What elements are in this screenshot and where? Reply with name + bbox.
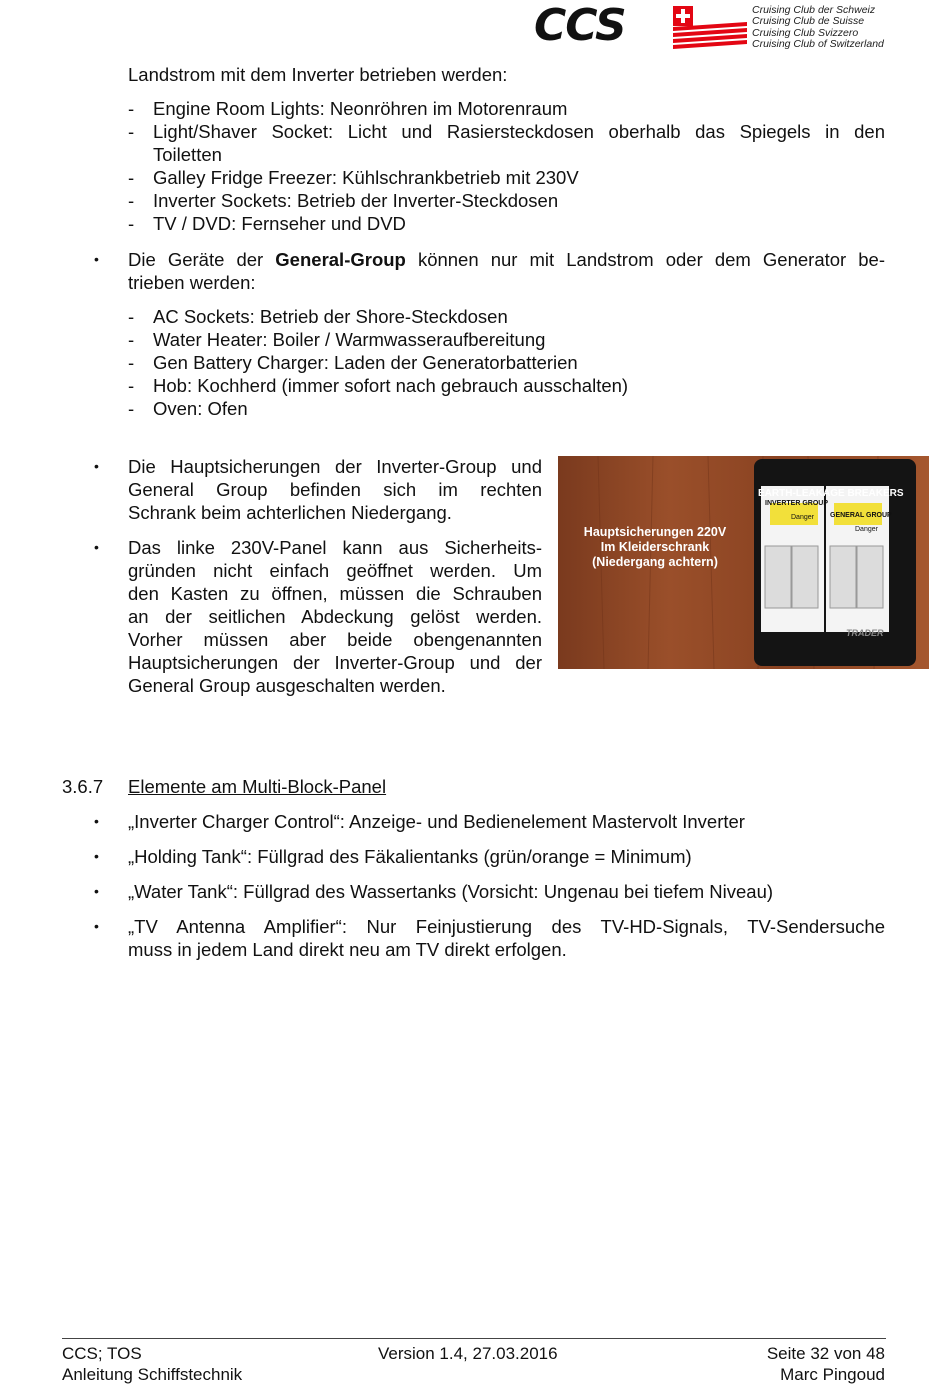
footer-left-2: Anleitung Schiffstechnik xyxy=(62,1365,243,1384)
breaker-panel-photo xyxy=(558,456,929,669)
bullet-marker: • xyxy=(94,539,99,555)
bullet-marker: • xyxy=(94,883,99,899)
footer-version: Version 1.4, 27.03.2016 xyxy=(378,1344,558,1363)
list-item: TV / DVD: Fernseher und DVD xyxy=(153,213,406,234)
footer-divider xyxy=(62,1338,886,1339)
panel-text-line: an der seitlichen Abdeckung gelöst werden. xyxy=(128,606,542,627)
intro-line: Landstrom mit dem Inverter betrieben werden: xyxy=(128,64,508,85)
danger-label: Danger xyxy=(791,514,814,521)
panel-group-left: INVERTER GROUP xyxy=(765,500,829,507)
panel-text-line: General Group ausgeschalten werden. xyxy=(128,675,446,696)
list-item: Water Heater: Boiler / Warmwasseraufbereitung xyxy=(153,329,546,350)
list-item: Engine Room Lights: Neonröhren im Motorenraum xyxy=(153,98,568,119)
section-title: Elemente am Multi-Block-Panel xyxy=(128,776,387,797)
list-item: Gen Battery Charger: Laden der Generatorbatterien xyxy=(153,352,578,373)
dash-marker: - xyxy=(128,121,135,142)
dash-marker: - xyxy=(128,190,135,211)
section-item: „Holding Tank“: Füllgrad des Fäkalientanks (grün/orange = Minimum) xyxy=(128,846,692,867)
list-item-continuation: Toiletten xyxy=(153,144,222,165)
panel-text-line: gründen nicht einfach geöffnet werden. Um xyxy=(128,560,542,581)
fuse-text-line: General Group befinden sich im rechten xyxy=(128,479,542,500)
dash-marker: - xyxy=(128,375,135,396)
dash-marker: - xyxy=(128,167,135,188)
swiss-flag-pennant-icon xyxy=(673,6,747,50)
bullet-marker: • xyxy=(94,848,99,864)
section-number: 3.6.7 xyxy=(62,776,104,797)
list-item: Oven: Ofen xyxy=(153,398,248,419)
photo-caption: Hauptsicherungen 220V Im Kleiderschrank (Niedergang achtern) xyxy=(583,525,727,569)
list-item: Galley Fridge Freezer: Kühlschrankbetrieb mit 230V xyxy=(153,167,579,188)
list-item: Light/Shaver Socket: Licht und Rasiersteckdosen oberhalb das Spiegels in den xyxy=(153,121,885,142)
section-item: „Water Tank“: Füllgrad des Wassertanks (Vorsicht: Ungenau bei tiefem Niveau) xyxy=(128,881,774,902)
bullet-marker: • xyxy=(94,458,99,474)
dash-marker: - xyxy=(128,213,135,234)
panel-text-line: Vorher müssen aber beide obengenannten xyxy=(128,629,542,650)
panel-text-line: Das linke 230V-Panel kann aus Sicherheits- xyxy=(128,537,542,558)
dash-marker: - xyxy=(128,306,135,327)
section-item: „TV Antenna Amplifier“: Nur Feinjustierung des TV-HD-Signals, TV-Sendersuche xyxy=(128,916,885,937)
panel-title: EARTH-LEAKAGE BREAKERS xyxy=(758,488,904,499)
general-bullet-line1: Die Geräte der General-Group können nur mit Landstrom oder dem Generator be- xyxy=(128,249,886,270)
section-item-continuation: muss in jedem Land direkt neu am TV direkt erfolgen. xyxy=(128,939,567,960)
list-item: Inverter Sockets: Betrieb der Inverter-Steckdosen xyxy=(153,190,559,211)
footer-page-number: Seite 32 von 48 xyxy=(766,1344,885,1363)
club-names: Cruising Club der Schweiz Cruising Club de Suisse Cruising Club Svizzero Cruising Club of Switzerland xyxy=(752,4,884,51)
dash-marker: - xyxy=(128,398,135,419)
dash-marker: - xyxy=(128,98,135,119)
dash-marker: - xyxy=(128,352,135,373)
fuse-text-line: Schrank beim achterlichen Niedergang. xyxy=(128,502,452,523)
panel-group-right: GENERAL GROUP xyxy=(830,512,892,519)
dash-marker: - xyxy=(128,329,135,350)
footer-left-1: CCS; TOS xyxy=(62,1344,142,1363)
list-item: Hob: Kochherd (immer sofort nach gebrauch ausschalten) xyxy=(153,375,629,396)
list-item: AC Sockets: Betrieb der Shore-Steckdosen xyxy=(153,306,508,327)
ccs-logo: CCS xyxy=(534,0,626,51)
bullet-marker: • xyxy=(94,251,99,267)
footer-author: Marc Pingoud xyxy=(780,1365,885,1384)
bullet-marker: • xyxy=(94,813,99,829)
fuse-text-line: Die Hauptsicherungen der Inverter-Group und xyxy=(128,456,542,477)
bullet-marker: • xyxy=(94,918,99,934)
danger-label: Danger xyxy=(855,526,878,533)
panel-brand: TRADER xyxy=(846,628,884,638)
panel-text-line: Hauptsicherungen der Inverter-Group und der xyxy=(128,652,542,673)
section-item: „Inverter Charger Control“: Anzeige- und Bedienelement Mastervolt Inverter xyxy=(128,811,745,832)
general-bullet-line2: trieben werden: xyxy=(128,272,256,293)
panel-text-line: den Kasten zu öffnen, müssen die Schrauben xyxy=(128,583,542,604)
